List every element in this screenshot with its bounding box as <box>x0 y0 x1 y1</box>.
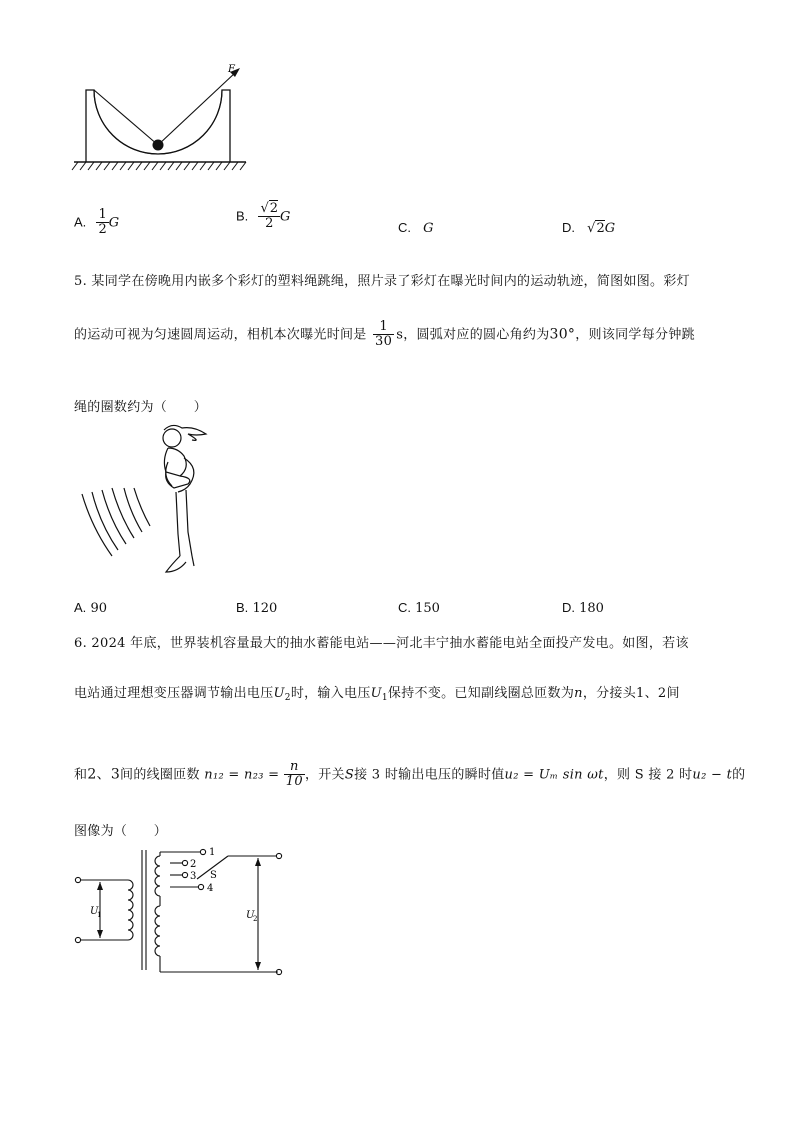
q5-stem-line1: 5. 某同学在傍晚用内嵌多个彩灯的塑料绳跳绳，照片录了彩灯在曝光时间内的运动轨迹，简图如图。彩灯 <box>74 274 690 289</box>
option-label: A. <box>74 214 87 230</box>
svg-text:1: 1 <box>209 847 216 858</box>
q5-option-d[interactable] <box>562 600 604 616</box>
turns-fraction: $\frac{n}{10}$ <box>285 759 303 790</box>
q5-stem-line3: 绳的圈数约为（ ） <box>74 400 208 415</box>
option-label: B. <box>236 600 249 615</box>
option-value: 150 <box>415 601 440 616</box>
fraction: $\frac{1}{2}$ <box>98 207 107 238</box>
svg-text:1: 1 <box>97 911 102 919</box>
q4-option-a[interactable]: A. $\frac{1}{2}$ G <box>74 207 120 238</box>
option-label: D. <box>562 600 575 615</box>
svg-text:4: 4 <box>207 883 214 894</box>
transformer-circuit-figure <box>70 842 300 982</box>
option-label: A. <box>74 600 87 615</box>
q6-stem-line1: 6. 2024 年底，世界装机容量最大的抽水蓄能电站——河北丰宁抽水蓄能电站全面投产发电。如图，若该 <box>74 636 689 651</box>
svg-text:S: S <box>210 870 217 881</box>
jump-rope-figure <box>68 416 228 581</box>
q6-stem-line4: 图像为（ ） <box>74 824 168 839</box>
exposure-fraction: $\frac{1}{30}$ <box>375 319 393 350</box>
q5-option-b[interactable] <box>236 600 277 616</box>
option-label: D. <box>562 220 575 235</box>
q5-stem-line2: 的运动可视为匀速圆周运动，相机本次曝光时间是 $\frac{1}{30}$ s，圆弧对应的圆心角约为30°，则该同学每分钟跳 <box>74 319 695 350</box>
option-label: B. <box>236 208 249 224</box>
svg-text:U: U <box>246 910 255 921</box>
option-value: 90 <box>90 601 107 616</box>
option-label: C. <box>398 600 411 615</box>
q4-option-d[interactable]: D. √2G <box>562 220 616 236</box>
force-label: F <box>228 64 235 75</box>
option-value: 120 <box>252 601 278 616</box>
svg-text:2: 2 <box>190 859 197 870</box>
q4-option-b[interactable]: B. $\frac{√2}{2}$ G <box>236 201 291 232</box>
q5-option-a[interactable] <box>74 600 107 616</box>
option-value: 180 <box>579 601 604 616</box>
q5-option-c[interactable] <box>398 600 440 616</box>
svg-text:3: 3 <box>190 871 197 882</box>
svg-text:U: U <box>90 906 99 917</box>
option-label: C. <box>398 220 411 235</box>
q6-stem-line3: 和2、3间的线圈匝数 n₁₂ = n₂₃ = $\frac{n}{10}$ ，开关S接 3 时输出电压的瞬时值u₂ = Uₘ sin ωt，则 S 接 2 时u₂ − t的 <box>74 759 746 790</box>
bowl-force-figure <box>70 62 250 177</box>
q4-option-c[interactable]: C. G <box>398 220 434 236</box>
svg-text:2: 2 <box>253 915 258 923</box>
fraction: $\frac{√2}{2}$ <box>260 201 279 232</box>
q6-stem-line2: 电站通过理想变压器调节输出电压$U_2$时，输入电压$U_1$保持不变。已知副线圈总匝数为n，分接头1、2间 <box>74 686 680 703</box>
